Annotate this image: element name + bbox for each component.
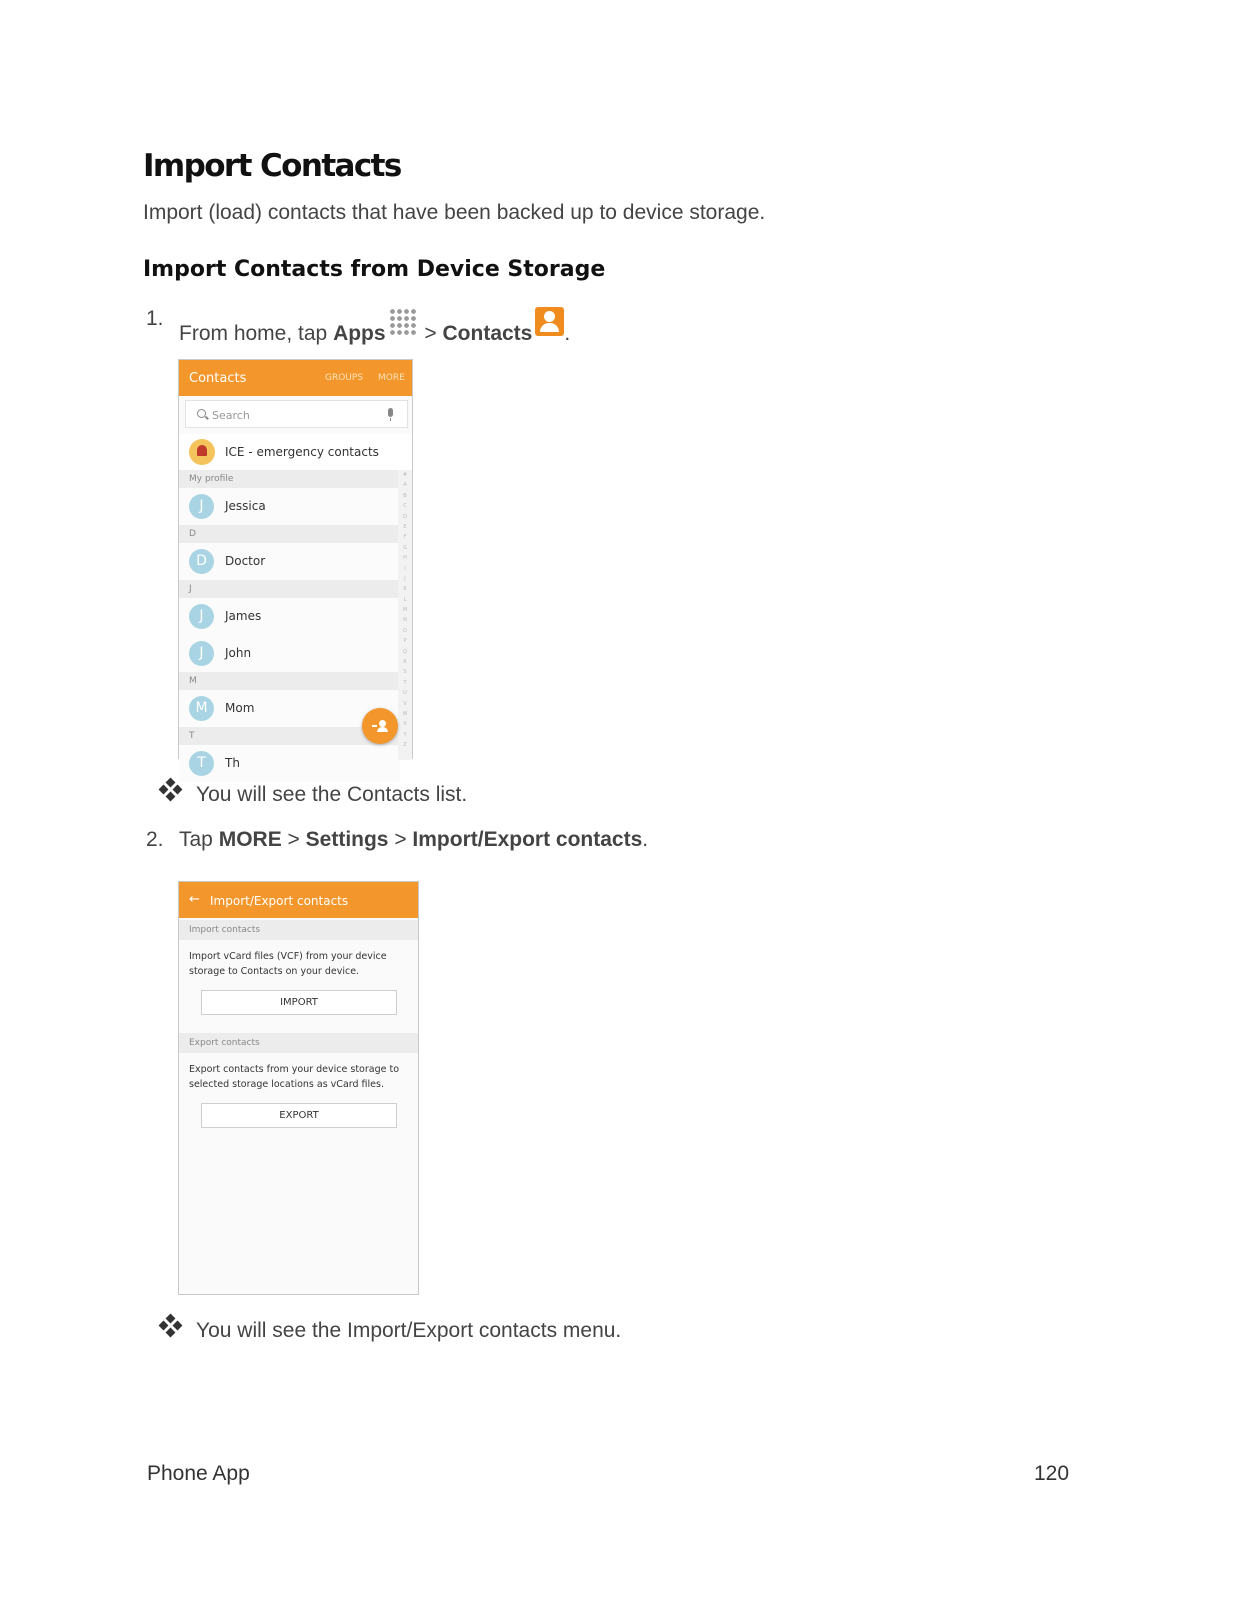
avatar: J (189, 604, 214, 629)
section-title: Import Contacts from Device Storage (143, 257, 606, 282)
index-letter[interactable]: D (403, 513, 407, 520)
index-letter[interactable]: U (403, 690, 407, 697)
import-section-header: Import contacts (179, 920, 418, 940)
section-header: D (179, 525, 400, 543)
contact-row[interactable] (179, 745, 400, 782)
contact-name: Th (225, 756, 240, 770)
step-1 (146, 307, 746, 345)
index-letter[interactable]: F (403, 534, 407, 541)
contacts-screenshot (178, 359, 413, 771)
section-header: T (179, 727, 400, 745)
footer-section-name: Phone App (147, 1462, 250, 1485)
back-arrow-icon[interactable]: ← (189, 892, 200, 907)
contact-row[interactable] (179, 543, 400, 580)
index-letter[interactable]: P (403, 638, 407, 645)
index-letter[interactable]: A (403, 482, 407, 489)
settings-label: Settings (305, 828, 389, 851)
index-letter[interactable]: B (403, 492, 407, 499)
index-letter[interactable]: H (403, 555, 407, 562)
index-letter[interactable]: I (404, 565, 406, 572)
bullet-text: You will see the Contacts list. (196, 783, 468, 806)
import-export-screenshot (178, 881, 419, 1295)
alphabet-index-bar[interactable] (398, 470, 412, 760)
index-letter[interactable]: K (403, 586, 407, 593)
avatar: M (189, 696, 214, 721)
avatar: T (189, 751, 214, 776)
index-letter[interactable]: C (403, 503, 407, 510)
index-letter[interactable]: X (403, 721, 407, 728)
apps-label: Apps (333, 322, 386, 345)
step-2 (146, 828, 846, 858)
export-description: Export contacts from your device storage to selected storage locations as vCard files. (189, 1064, 400, 1090)
contacts-app-bar (179, 360, 412, 396)
import-button[interactable]: IMPORT (201, 990, 397, 1015)
index-letter[interactable]: E (403, 523, 407, 530)
search-placeholder: Search (212, 409, 250, 422)
contact-name: John (225, 646, 252, 660)
index-letter[interactable]: J (404, 575, 406, 582)
page-title: Import Contacts (143, 148, 401, 184)
plus-icon (372, 725, 377, 727)
export-section-header: Export contacts (179, 1033, 418, 1053)
index-letter[interactable]: Z (403, 742, 407, 749)
contact-name: Mom (225, 701, 255, 715)
index-letter[interactable]: N (403, 617, 407, 624)
ice-emergency-row[interactable] (179, 434, 412, 470)
index-letter[interactable]: O (403, 627, 407, 634)
index-letter[interactable]: V (403, 700, 407, 707)
bullet-1 (160, 783, 660, 813)
export-button[interactable]: EXPORT (201, 1103, 397, 1128)
import-description: Import vCard files (VCF) from your device storage to Contacts on your device. (189, 951, 387, 977)
diamond-bullet-icon (160, 1315, 182, 1337)
contact-name: Doctor (225, 554, 266, 568)
bullet-2 (160, 1319, 760, 1349)
footer-page-number: 120 (1034, 1462, 1070, 1485)
index-letter[interactable]: M (402, 607, 408, 614)
contact-name: James (225, 609, 262, 623)
contacts-app-icon (535, 307, 564, 336)
index-letter[interactable]: Q (403, 648, 407, 655)
apps-grid-icon (389, 308, 417, 336)
section-header: M (179, 672, 400, 690)
section-header: J (179, 580, 400, 598)
add-contact-button[interactable] (362, 708, 398, 744)
index-letter[interactable]: L (403, 596, 407, 603)
diamond-bullet-icon (160, 779, 182, 801)
index-letter[interactable]: W (402, 710, 408, 717)
index-letter[interactable]: T (403, 679, 407, 686)
section-header: My profile (179, 470, 400, 488)
groups-button[interactable]: GROUPS (325, 373, 364, 383)
index-letter[interactable]: R (403, 659, 407, 666)
ice-siren-icon (189, 439, 215, 465)
search-bar[interactable] (185, 400, 408, 428)
contact-row[interactable] (179, 488, 400, 525)
import-export-label: Import/Export contacts (412, 828, 643, 851)
contact-name: Jessica (225, 499, 266, 513)
step-number: 2. (146, 828, 164, 851)
import-export-title: Import/Export contacts (210, 894, 349, 908)
avatar: J (189, 494, 214, 519)
contacts-title: Contacts (189, 371, 247, 386)
step-text: From home, tap Apps > Contacts . (179, 307, 570, 346)
index-letter[interactable]: Y (403, 731, 407, 738)
import-export-app-bar (179, 882, 418, 918)
index-letter[interactable]: S (403, 669, 407, 676)
avatar: J (189, 641, 214, 666)
ice-label: ICE - emergency contacts (225, 445, 379, 459)
microphone-icon[interactable] (388, 408, 393, 417)
more-label: MORE (218, 828, 282, 851)
contact-row[interactable] (179, 635, 400, 672)
step-number: 1. (146, 307, 164, 330)
index-letter[interactable]: G (403, 544, 407, 551)
search-icon (197, 409, 206, 418)
more-button[interactable]: MORE (378, 373, 405, 383)
contacts-label: Contacts (442, 322, 533, 345)
bullet-text: You will see the Import/Export contacts menu. (196, 1319, 622, 1342)
index-letter[interactable]: # (402, 472, 408, 478)
step-text: Tap MORE > Settings > Import/Export contacts. (179, 828, 649, 851)
contact-row[interactable] (179, 598, 400, 635)
avatar: D (189, 549, 214, 574)
intro-text: Import (load) contacts that have been backed up to device storage. (143, 201, 766, 224)
